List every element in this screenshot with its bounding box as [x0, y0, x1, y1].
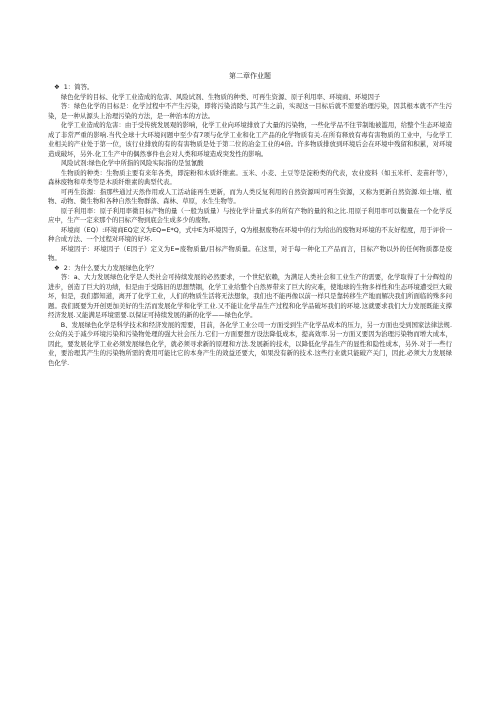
q1-paragraph: 化学工业造成的危害：由于受传统发展观的影响，化学工业向环境排放了大量的污染物，一些化学品不往节制地被滥用，给整个生态环境造成了非常严重的影响.当代全球十大环境问题中至少有7项与化学工业和化工产品的化学物质有关.在所有释放有毒有害物质的工业中，与化学工业相关的产业处于第一位，该行业排放的有的有害物质是处于第二位的冶金工业的4倍。许多物质排放到环境后会在环境中残留和积累，对环境造成破坏，另外.化工生产中的偶然事件也会对人类和环境造成突发性的影响。 — [48, 121, 452, 158]
q1-paragraph: 答：绿色化学的目标是：化学过程中不产生污染，即将污染消除与其产生之前，实现这一目标后就不需要治理污染，因其根本就不产生污染，是一种从源头上治理污染的方法，是一种治本的方法。 — [48, 102, 452, 120]
question-2-label: 2：为什么要大力发展绿色化学？ — [63, 263, 158, 272]
q1-paragraph: 风险试剂:绿色化学中所指的风险实际指的是氢氰酸 — [60, 159, 204, 167]
question-2-heading — [48, 264, 452, 274]
question-1-label: 1：简答。 — [63, 83, 94, 91]
page-title: 第二章作业题 — [229, 72, 271, 80]
diamond-bullet-icon: ❖ — [54, 83, 60, 91]
q2-paragraph: B、发展绿色化学是科学技术和经济发展的需要，目前，各化学工业公司一方面受到生产化学品成本的压力，另一方面也受到国家法律法规.公众的关于减少环境污染和污染物处理的强大社会压力.它们一方面要想方设法降低成本，提高效率.另一方面又要因为治理污染物而增大成本，因此，要发展化学工业必须发展绿色化学，就必须寻求新的原理和方法.发展新的技术，以降低化学品生产的显性和隐性成本，另外.对于一些行业，要治理其产生的污染物所需的费用可能比它的本身产生的效益还要大，如果没有新的技术.这些行业就只能破产关门，因此.必须大力发展绿色化学. — [48, 320, 452, 367]
q1-paragraph: 可再生资源：指那些通过天然作用或人工活动能再生更新，而为人类反复利用的自然资源叫可再生资源，又称为更新自然资源.如土壤、植物、动物、微生物和各种自然生物群落、森林、草原，水生生物等。 — [48, 187, 452, 205]
document-page — [48, 72, 452, 368]
q1-paragraph: 原子利用率：原子利用率微目标产物的量（一般为质量）与按化学计量式多的所有产物的量的和之比.用原子利用率可以衡量在一个化学反应中，生产一定来那个的目标产物到底会生成多少的废物。 — [48, 206, 452, 224]
q1-paragraph: 环境商（EQ）:环境商EQ定义为EQ=E*Q，式中E为环境因子，Q为根据废物在环境中的行为给出的废物对环境的不友好程度，用于评价一种合成方法、一个过程对环境的好坏. — [48, 225, 452, 243]
q1-paragraph: 绿色化学的目标、化学工业造成的危害、风险试剂、生物质的种类、可再生资源、原子利用率、环境商、环境因子 — [60, 92, 381, 101]
diamond-bullet-icon: ❖ — [54, 263, 60, 272]
q1-paragraph: 环境因子：环境因子（E因子）定义为E=废物质量/目标产物质量。在这里，对于每一种化工产品而言，目标产物以外的任何物质都是废物。 — [48, 244, 452, 262]
q1-paragraph: 生物质的种类：生物质主要有来年各类，即淀粉和木质纤维素。玉米、小麦、土豆等是淀粉类的代表，农业废料（如玉米杆、麦苗秆等），森林废物和草类等是木质纤维素的典型代表。 — [48, 168, 452, 186]
question-1-heading — [48, 83, 452, 93]
q2-paragraph: 答：a、大力发展绿色化学是人类社会可持续发展的必然要求，一个世纪依赖，为满足人类社会和工业生产的需要，化学取得了十分辉煌的进步，创造了巨大的功绩，但是由于受陈旧的思想禁锢，化学工业给整个自然界带来了巨大的灾难，使地球的生物多样性和生态环境遭受巨大破坏，但是，我们都知道，离开了化学工业，人们的物质生活将无法想象，我们也不能再像以前一样只是靠转移生产地而解决我们所面临的殊多问题。我们既要为开创更加美好的生活而发展化学和化学工业.又不能让化学品生产过程和化学品破坏我们的环境.这就要求我们大力发展既能支撑经济发展.又能满足环境需要.以保证可持续发展的新的化学——绿色化学。 — [48, 273, 452, 319]
